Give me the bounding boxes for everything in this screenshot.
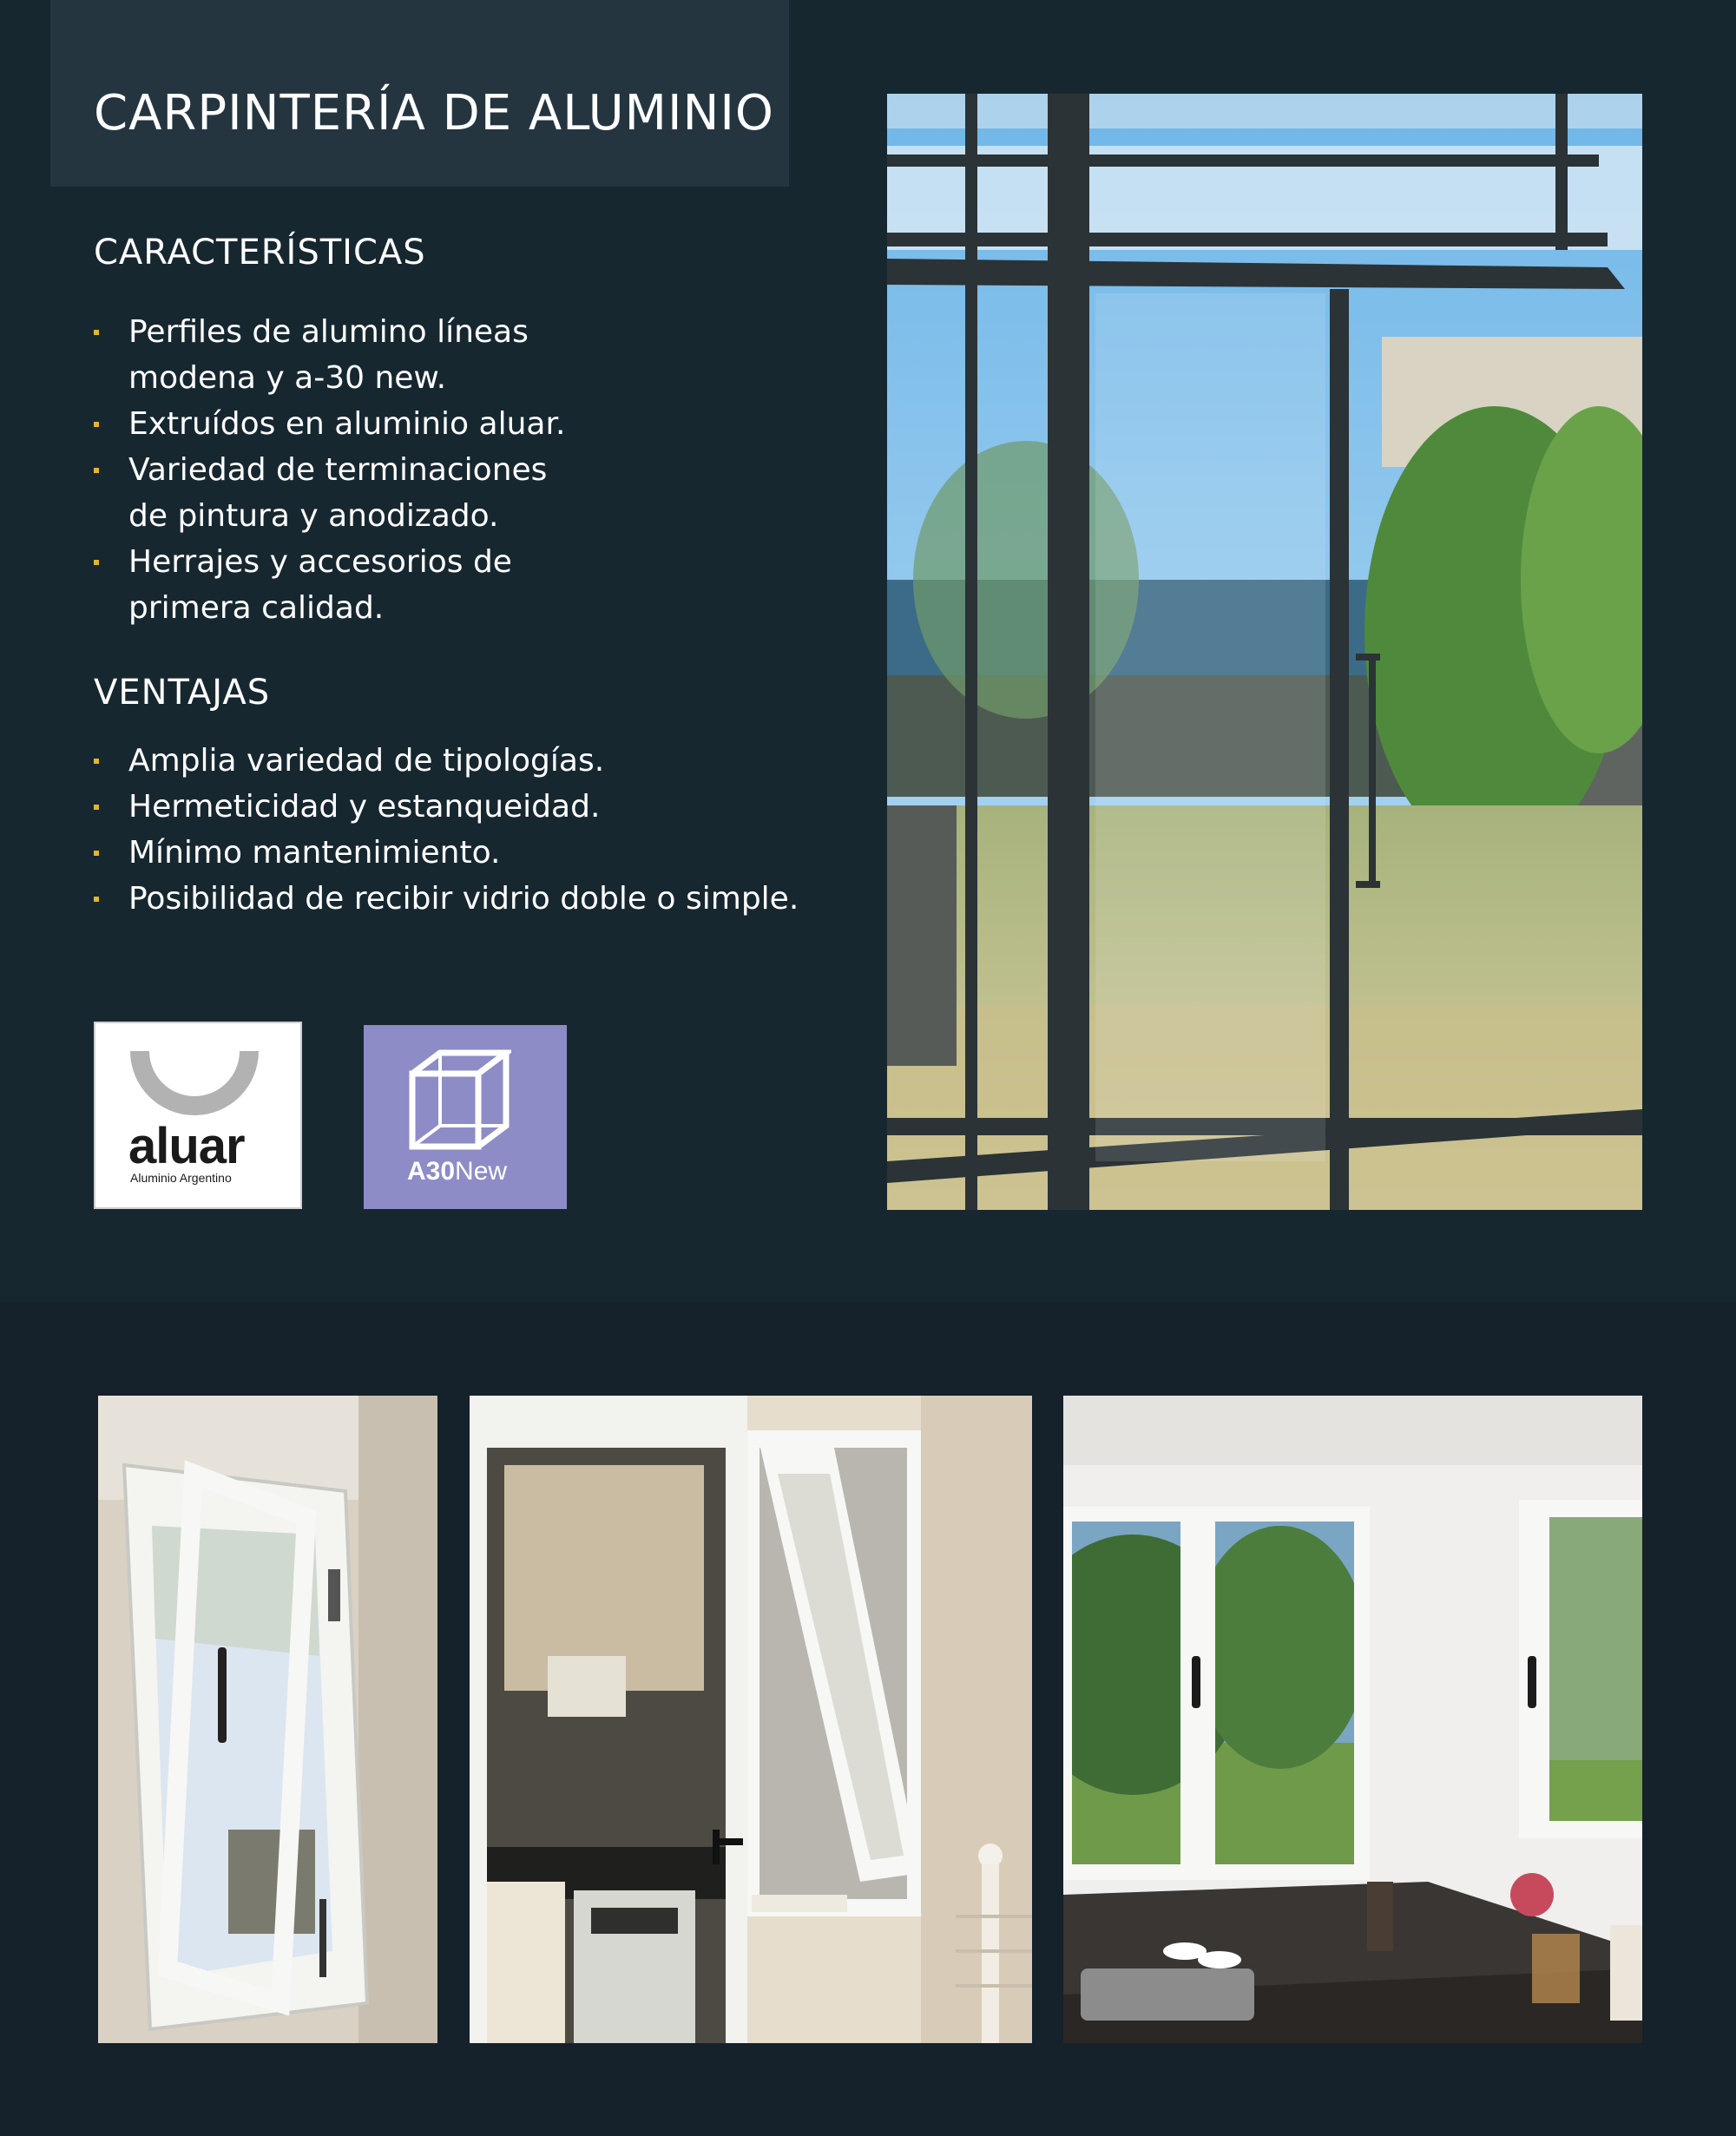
ventajas-heading: VENTAJAS bbox=[94, 673, 271, 713]
aluar-logo bbox=[94, 1022, 302, 1209]
caracteristicas-list bbox=[94, 309, 806, 631]
aluar-logo-word: aluar bbox=[128, 1118, 245, 1174]
aluar-logo-subtitle: Aluminio Argentino bbox=[130, 1171, 232, 1185]
list-item: Herrajes y accesorios de primera calidad. bbox=[94, 539, 806, 631]
tilt-window-photo bbox=[98, 1396, 437, 2043]
cube-icon bbox=[407, 1048, 511, 1152]
a30new-logo-text: A30New bbox=[407, 1157, 508, 1186]
page-title: CARPINTERÍA DE ALUMINIO bbox=[94, 85, 774, 141]
a30new-logo bbox=[364, 1025, 567, 1209]
bullet-icon bbox=[94, 330, 99, 335]
list-item: Mínimo mantenimiento. bbox=[94, 830, 806, 876]
sliding-door-photo bbox=[887, 94, 1642, 1210]
bullet-icon bbox=[94, 897, 99, 902]
list-item: Hermeticidad y estanqueidad. bbox=[94, 784, 806, 830]
caracteristicas-heading: CARACTERÍSTICAS bbox=[94, 233, 426, 273]
bullet-icon bbox=[94, 851, 99, 856]
kitchen-door-image bbox=[470, 1396, 1032, 2043]
list-item: Extruídos en aluminio aluar. bbox=[94, 401, 806, 447]
kitchen-windows-image bbox=[1063, 1396, 1642, 2043]
kitchen-door-photo bbox=[470, 1396, 1032, 2043]
list-item: Amplia variedad de tipologías. bbox=[94, 738, 806, 784]
aluar-arc-icon bbox=[130, 1051, 259, 1115]
sliding-door-image bbox=[887, 94, 1642, 1210]
list-item: Perfiles de alumino líneas modena y a-30 new. bbox=[94, 309, 806, 401]
ventajas-list bbox=[94, 738, 806, 922]
kitchen-windows-photo bbox=[1063, 1396, 1642, 2043]
bullet-icon bbox=[94, 759, 99, 764]
bullet-icon bbox=[94, 805, 99, 810]
tilt-window-image bbox=[98, 1396, 437, 2043]
list-item: Posibilidad de recibir vidrio doble o simple. bbox=[94, 876, 806, 922]
list-item: Variedad de terminaciones de pintura y anodizado. bbox=[94, 447, 806, 539]
bullet-icon bbox=[94, 422, 99, 427]
bullet-icon bbox=[94, 468, 99, 473]
title-box bbox=[50, 0, 789, 187]
bullet-icon bbox=[94, 560, 99, 565]
